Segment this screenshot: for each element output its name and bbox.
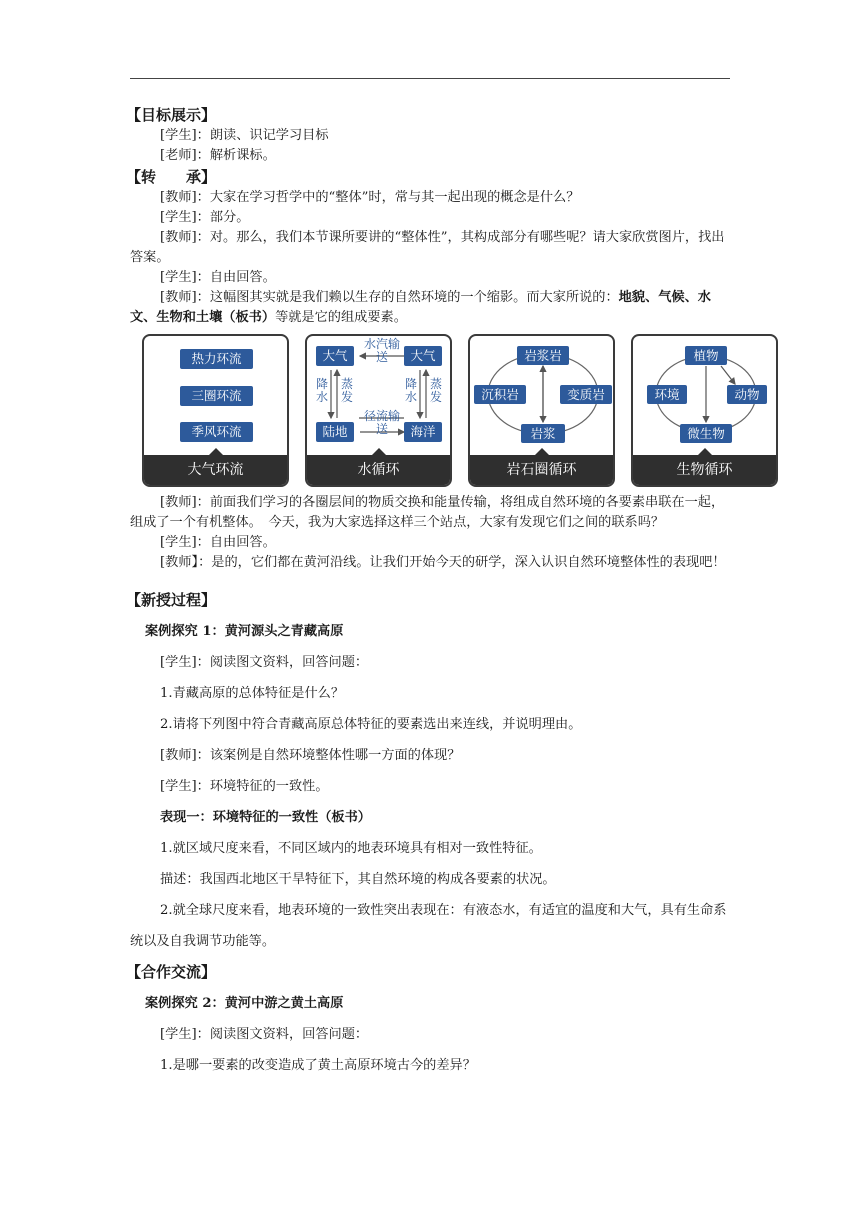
paragraph: [老师]：解析课标。 (160, 148, 276, 163)
diagram-box: 环境 (647, 385, 687, 404)
paragraph: [学生]：朗读、识记学习目标 (160, 128, 329, 143)
diagram-box: 微生物 (680, 424, 732, 443)
atmosphere-circulation-card (142, 334, 289, 487)
paragraph: [教师]：前面我们学习的各圈层间的物质交换和能量传输，将组成自然环境的各要素串联在一起，组成了一个有机整体。 今天，我为大家选择这样三个站点，大家有发现它们之间的联系吗？ (130, 495, 725, 530)
diagram-box: 季风环流 (180, 422, 253, 442)
paragraph: 1.就区域尺度来看，不同区域内的地表环境具有相对一致性特征。 (160, 841, 542, 856)
case-title: 案例探究 1：黄河源头之青藏高原 (145, 624, 344, 639)
section-heading-cooperation: 【合作交流】 (126, 963, 217, 981)
paragraph: [教师]：该案例是自然环境整体性哪一方面的体现？ (160, 748, 461, 763)
diagram-box: 动物 (727, 385, 767, 404)
paragraph: [学生]：阅读图文资料，回答问题： (160, 655, 369, 670)
header-rule (130, 78, 730, 79)
paragraph: [学生]：部分。 (160, 210, 250, 225)
bio-cycle-card (631, 334, 778, 487)
diagram-box: 大气 (404, 346, 442, 366)
diagram-label: 蒸发 (340, 377, 353, 404)
diagram-title: 生物循环 (633, 455, 776, 485)
paragraph: [教师]：这幅图其实就是我们赖以生存的自然环境的一个缩影。而大家所说的：地貌、气候、水文、生物和土壤（板书）等就是它的组成要素。 (130, 290, 711, 325)
diagram-label: 水汽输送 (363, 337, 400, 364)
board-note: 表现一：环境特征的一致性（板书） (160, 810, 371, 825)
diagram-box: 岩浆岩 (517, 346, 569, 365)
paragraph: [学生]：阅读图文资料，回答问题： (160, 1027, 369, 1042)
paragraph: [学生]：自由回答。 (160, 270, 276, 285)
diagram-box: 三圈环流 (180, 386, 253, 406)
bold-keywords: 地貌、气候、水文、生物和土壤（板书） (130, 290, 711, 325)
paragraph: [学生]：自由回答。 (160, 535, 276, 550)
rock-cycle-card (468, 334, 615, 487)
diagram-label: 蒸发 (429, 377, 442, 404)
diagram-box: 植物 (685, 346, 727, 365)
document-body (126, 104, 760, 1081)
paragraph: [教师】：是的，它们都在黄河沿线。让我们开始今天的研学，深入认识自然环境整体性的表现吧！ (160, 555, 726, 570)
diagram-title: 大气环流 (144, 455, 287, 485)
paragraph: 2.就全球尺度来看，地表环境的一致性突出表现在：有液态水，有适宜的温度和大气，具有生命系统以及自我调节功能等。 (130, 903, 727, 949)
paragraph: 2.请将下列图中符合青藏高原总体特征的要素选出来连线，并说明理由。 (160, 717, 582, 732)
diagram-box: 沉积岩 (474, 385, 526, 404)
water-cycle-card (305, 334, 452, 487)
diagram-box: 热力环流 (180, 349, 253, 369)
paragraph: 1.青藏高原的总体特征是什么？ (160, 686, 345, 701)
paragraph: 1.是哪一要素的改变造成了黄土高原环境古今的差异？ (160, 1058, 476, 1073)
diagram-title: 岩石圈循环 (470, 455, 613, 485)
paragraph: [学生]：环境特征的一致性。 (160, 779, 329, 794)
diagram-box: 变质岩 (560, 385, 612, 404)
section-heading-transition: 【转 承】 (126, 168, 217, 186)
section-heading-new-lesson: 【新授过程】 (126, 591, 217, 609)
diagram-label: 径流输送 (363, 409, 400, 436)
diagram-box: 岩浆 (521, 424, 565, 443)
diagram-box: 陆地 (316, 422, 354, 442)
diagram-label: 降水 (404, 377, 417, 404)
paragraph: [教师]：大家在学习哲学中的“整体”时，常与其一起出现的概念是什么？ (160, 190, 580, 205)
cycle-diagrams (142, 334, 778, 489)
diagram-label: 降水 (315, 377, 328, 404)
paragraph: 描述：我国西北地区干旱特征下，其自然环境的构成各要素的状况。 (160, 872, 556, 887)
diagram-box: 大气 (316, 346, 354, 366)
diagram-box: 海洋 (404, 422, 442, 442)
diagram-title: 水循环 (307, 455, 450, 485)
case-title: 案例探究 2：黄河中游之黄土高原 (145, 996, 344, 1011)
section-heading-goals: 【目标展示】 (126, 106, 217, 124)
paragraph: [教师]：对。那么，我们本节课所要讲的“整体性”，其构成部分有哪些呢？请大家欣赏图片，找出答案。 (130, 230, 725, 265)
